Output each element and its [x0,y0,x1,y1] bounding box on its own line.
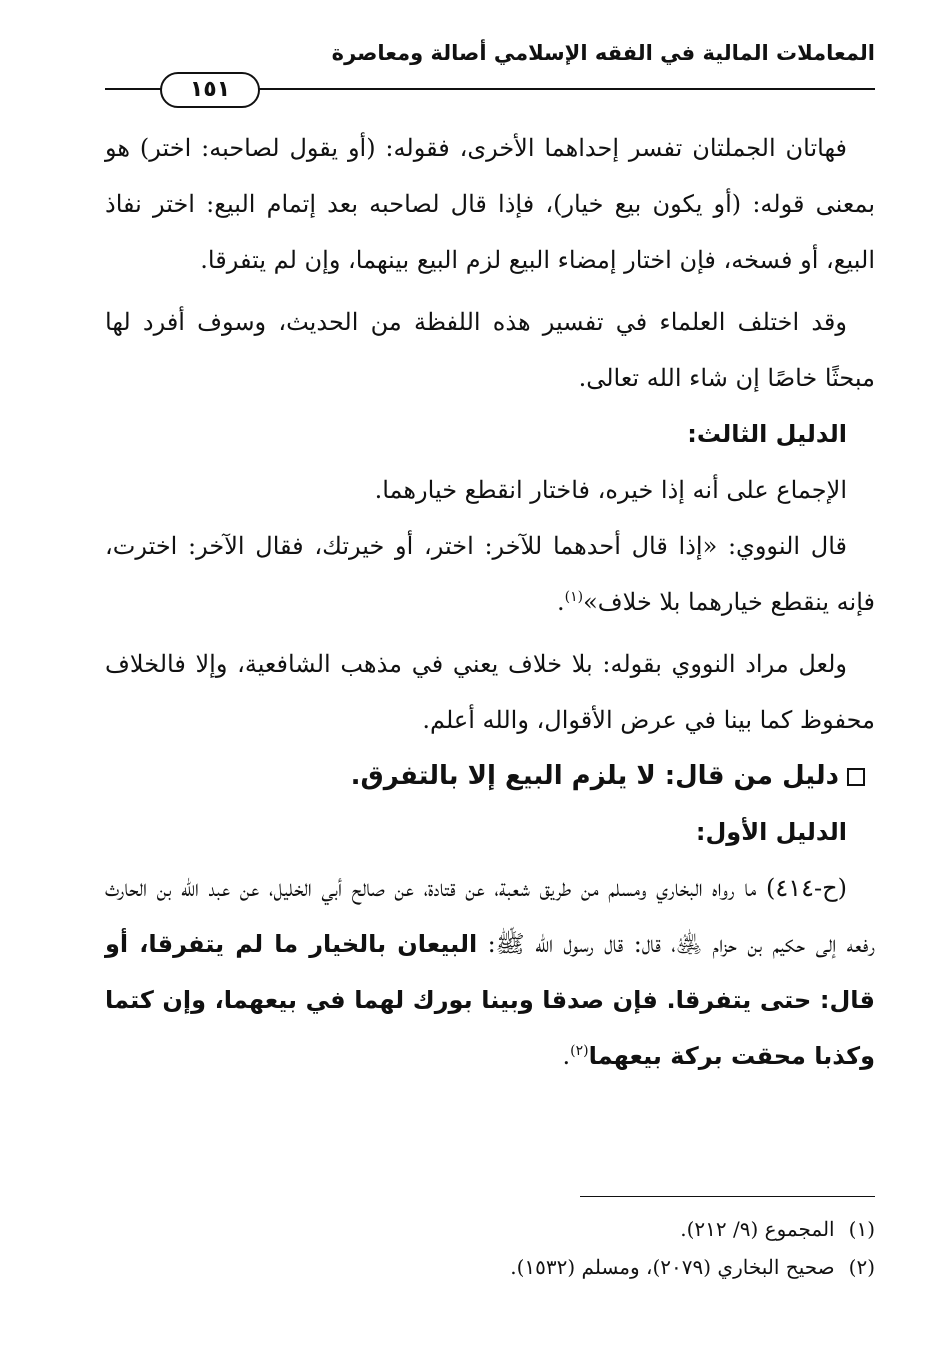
section-heading [105,748,875,804]
page-number: ١٥١ [160,72,260,108]
paragraph-4-end: . [556,588,565,616]
hadith-chain: (ح-٤١٤) ما رواه البخاري ومسلم من طريق شعبة، عن قتادة، عن صالح أبي الخليل، عن عبد الله بن الحارث رفعه إلى حكيم بن حزام ﵁، قال: قال رسول الله ﷺ: [105,874,875,958]
footnote-2 [105,1248,875,1286]
footnote-1 [105,1210,875,1248]
heading-first-evidence: الدليل الأول: [695,818,847,846]
nawawi-quote: قال النووي: «إذا قال أحدهما للآخر: اختر، أو خيرتك، فقال الآخر: اخترت، فإنه ينقطع خيارهما بلا خلاف» [105,532,875,616]
heading-third-evidence: الدليل الثالث: [687,420,847,448]
header-title: المعاملات المالية في الفقه الإسلامي أصالة ومعاصرة [331,41,875,65]
footnotes [105,1210,875,1286]
paragraph-6-end: . [562,1042,571,1070]
paragraph-4 [105,518,875,630]
footnote-rule [580,1196,875,1197]
footnote-1-text: المجموع (٩/ ٢١٢). [680,1217,835,1241]
main-text [105,120,875,1084]
footnote-1-number: (١) [848,1217,875,1241]
hadith-text: البيعان بالخيار ما لم يتفرقا، أو قال: حتى يتفرقا. فإن صدقا وبينا بورك لهما في بيعهما، وإن كتما وكذبا محقت بركة بيعهما [105,930,875,1070]
running-header [105,38,875,68]
checkbox-icon [847,768,865,786]
footnote-ref-2: (٢) [570,1043,589,1059]
paragraph-5: ولعل مراد النووي بقوله: بلا خلاف يعني في مذهب الشافعية، وإلا فالخلاف محفوظ كما بينا في عرض الأقوال، والله أعلم. [105,650,875,734]
footnote-ref-1: (١) [564,589,584,605]
paragraph-6 [105,860,875,1084]
paragraph-2: وقد اختلف العلماء في تفسير هذه اللفظة من الحديث، وسوف أفرد لها مبحثًا خاصًا إن شاء الله تعالى. [105,308,875,392]
section-heading-text: دليل من قال: لا يلزم البيع إلا بالتفرق. [350,761,839,791]
footnote-2-text: صحيح البخاري (٢٠٧٩)، ومسلم (١٥٣٢). [510,1255,835,1279]
footnote-2-number: (٢) [848,1255,875,1279]
paragraph-3: الإجماع على أنه إذا خيره، فاختار انقطع خيارهما. [374,476,847,504]
paragraph-1: فهاتان الجملتان تفسر إحداهما الأخرى، فقوله: (أو يقول لصاحبه: اختر) هو بمعنى قوله: (أو يكون بيع خيار)، فإذا قال لصاحبه بعد إتمام البيع: اختر نفاذ البيع، أو فسخه، فإن اختار إمضاء البيع لزم البيع بينهما، وإن لم يتفرقا. [105,134,875,274]
